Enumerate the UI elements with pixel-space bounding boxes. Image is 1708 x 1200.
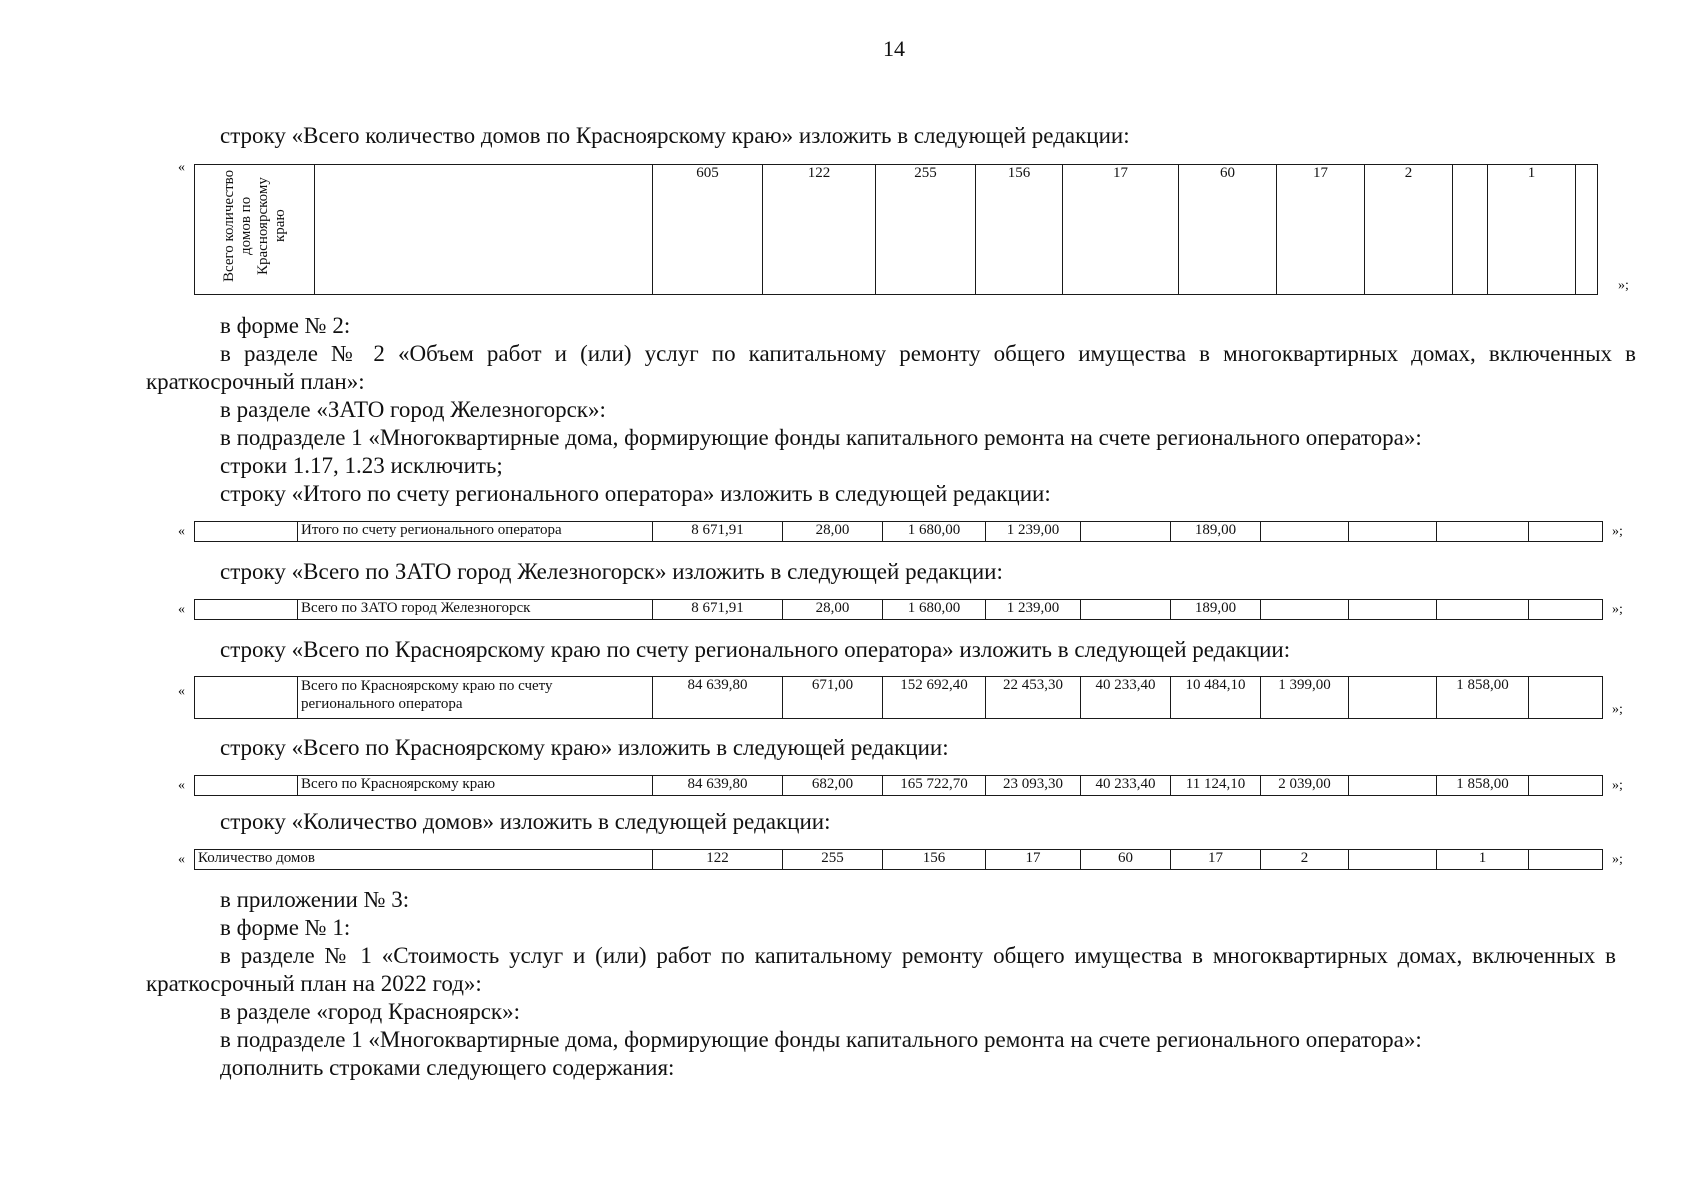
quote-open: «	[178, 602, 185, 617]
table-cell: 11 124,10	[1171, 776, 1261, 796]
table-cell: 2 039,00	[1261, 776, 1349, 796]
table-cell: 17	[1171, 850, 1261, 870]
table-cell: 122	[763, 165, 876, 295]
table-cell: 60	[1179, 165, 1277, 295]
instruction-subsection-1: в подразделе 1 «Многоквартирные дома, формирующие фонды капитального ремонта на счете регионального оператора»:	[220, 425, 1422, 450]
table-cell	[1437, 522, 1529, 542]
table-row	[195, 850, 1603, 870]
quote-close: »;	[1612, 778, 1623, 793]
table-cell: 1 399,00	[1261, 677, 1349, 719]
table-cell	[1576, 165, 1598, 295]
table-row	[195, 600, 1603, 620]
table-row	[195, 776, 1603, 796]
quote-close: »;	[1612, 602, 1623, 617]
instruction-section-1: в разделе № 1 «Стоимость услуг и (или) работ по капитальному ремонту общего имущества в многоквартирных домах, включенных в краткосрочный план на 2022 год»:	[146, 943, 1616, 996]
quote-close: »;	[1612, 524, 1623, 539]
table-cell: 84 639,80	[653, 677, 783, 719]
table-cell: 1 858,00	[1437, 677, 1529, 719]
table-cell	[195, 600, 298, 620]
table-cell: 40 233,40	[1081, 677, 1171, 719]
table-cell	[195, 776, 298, 796]
table-cell: 255	[876, 165, 976, 295]
instruction-krasnoyarsk-section: в разделе «город Красноярск»:	[220, 999, 520, 1024]
instruction-total-houses: строку «Всего количество домов по Красноярскому краю» изложить в следующей редакции:	[220, 123, 1130, 148]
instruction-exclude-rows: строки 1.17, 1.23 исключить;	[220, 453, 503, 478]
table-cell: 2	[1261, 850, 1349, 870]
table-cell: 1	[1488, 165, 1576, 295]
table-cell: 122	[653, 850, 783, 870]
table-cell: 255	[783, 850, 883, 870]
table-cell	[1437, 600, 1529, 620]
table-row	[195, 677, 1603, 719]
table-cell	[1261, 600, 1349, 620]
table-cell: 165 722,70	[883, 776, 986, 796]
instruction-section-2: в разделе № 2 «Объем работ и (или) услуг по капитальному ремонту общего имущества в многоквартирных домах, включенных в краткосрочный план»:	[146, 341, 1636, 394]
quote-close: »;	[1612, 702, 1623, 717]
table-cell: 605	[653, 165, 763, 295]
table-cell	[1529, 850, 1603, 870]
table-cell: 17	[1277, 165, 1365, 295]
table-cell: 8 671,91	[653, 600, 783, 620]
table-cell: 10 484,10	[1171, 677, 1261, 719]
table-cell	[195, 522, 298, 542]
quote-close: »;	[1612, 852, 1623, 867]
table-cell	[1081, 522, 1171, 542]
table-cell: 682,00	[783, 776, 883, 796]
table-cell	[1529, 677, 1603, 719]
table-cell: 156	[883, 850, 986, 870]
table-cell	[1261, 522, 1349, 542]
table-cell: 17	[1063, 165, 1179, 295]
table-cell	[1349, 776, 1437, 796]
table-cell: 17	[986, 850, 1081, 870]
table-cell	[195, 677, 298, 719]
table-cell: 152 692,40	[883, 677, 986, 719]
table-cell: 1 858,00	[1437, 776, 1529, 796]
table-cell: 1 680,00	[883, 522, 986, 542]
table-cell	[1529, 776, 1603, 796]
table-cell: 8 671,91	[653, 522, 783, 542]
table-cell: 156	[976, 165, 1063, 295]
instruction-appendix-3: в приложении № 3:	[220, 887, 410, 912]
table-cell: 1 239,00	[986, 522, 1081, 542]
table-cell: 23 093,30	[986, 776, 1081, 796]
row-label-cell: Всего количество домов по Красноярскому краю	[195, 165, 315, 295]
table-cell	[1349, 522, 1437, 542]
table-krai-total	[194, 775, 1603, 796]
table-cell	[1081, 600, 1171, 620]
table-cell: 1	[1437, 850, 1529, 870]
table-cell: 671,00	[783, 677, 883, 719]
quote-close: »;	[1618, 278, 1629, 293]
table-cell: 28,00	[783, 522, 883, 542]
instruction-krai-total: строку «Всего по Красноярскому краю» изложить в следующей редакции:	[220, 735, 949, 760]
table-cell: 1 239,00	[986, 600, 1081, 620]
instruction-add-rows: дополнить строками следующего содержания:	[220, 1055, 675, 1080]
table-cell	[1349, 850, 1437, 870]
table-cell	[1529, 600, 1603, 620]
row-label-cell: Всего по Красноярскому краю по счету регионального оператора	[298, 677, 653, 719]
instruction-zato-section: в разделе «ЗАТО город Железногорск»:	[220, 397, 606, 422]
table-cell: 189,00	[1171, 522, 1261, 542]
table-cell: 84 639,80	[653, 776, 783, 796]
instruction-regional-total: строку «Итого по счету регионального оператора» изложить в следующей редакции:	[220, 481, 1051, 506]
quote-open: «	[178, 160, 185, 175]
instruction-form-2: в форме № 2:	[220, 313, 351, 338]
table-cell: 2	[1365, 165, 1453, 295]
row-label-cell: Всего по Красноярскому краю	[298, 776, 653, 796]
table-house-count	[194, 849, 1603, 870]
table-cell: 28,00	[783, 600, 883, 620]
table-cell: 189,00	[1171, 600, 1261, 620]
table-cell: 1 680,00	[883, 600, 986, 620]
instruction-house-count: строку «Количество домов» изложить в следующей редакции:	[220, 809, 831, 834]
page-number: 14	[883, 36, 905, 61]
quote-open: «	[178, 524, 185, 539]
table-cell	[1349, 600, 1437, 620]
table-cell	[1453, 165, 1488, 295]
instruction-krai-regional-total: строку «Всего по Красноярскому краю по счету регионального оператора» изложить в следующей редакции:	[220, 637, 1291, 662]
table-regional-total	[194, 521, 1603, 542]
table-krai-regional-total	[194, 676, 1603, 719]
table-row	[195, 165, 1598, 295]
table-total-houses	[194, 164, 1598, 295]
table-cell	[1529, 522, 1603, 542]
quote-open: «	[178, 778, 185, 793]
table-row	[195, 522, 1603, 542]
table-cell: 22 453,30	[986, 677, 1081, 719]
instruction-subsection-1-krasnoyarsk: в подразделе 1 «Многоквартирные дома, формирующие фонды капитального ремонта на счете регионального оператора»:	[220, 1027, 1422, 1052]
table-cell: 60	[1081, 850, 1171, 870]
instruction-form-1: в форме № 1:	[220, 915, 351, 940]
table-cell: 40 233,40	[1081, 776, 1171, 796]
table-cell	[315, 165, 653, 295]
row-label-cell: Количество домов	[195, 850, 653, 870]
row-label-cell: Итого по счету регионального оператора	[298, 522, 653, 542]
row-label-cell: Всего по ЗАТО город Железногорск	[298, 600, 653, 620]
instruction-zato-total: строку «Всего по ЗАТО город Железногорск» изложить в следующей редакции:	[220, 559, 1003, 584]
quote-open: «	[178, 852, 185, 867]
table-zato-total	[194, 599, 1603, 620]
quote-open: «	[178, 684, 185, 699]
table-cell	[1349, 677, 1437, 719]
